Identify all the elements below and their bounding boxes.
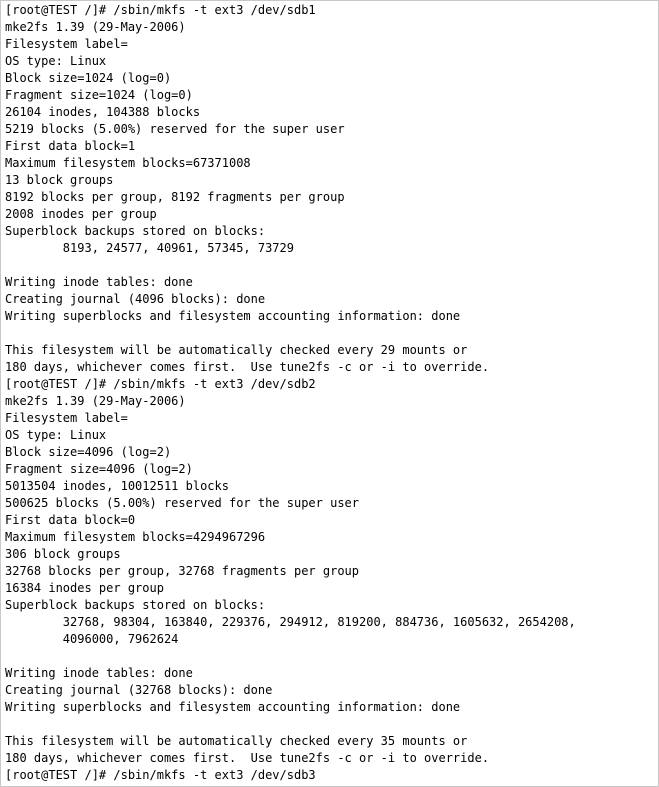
terminal-line: OS type: Linux <box>5 54 107 68</box>
terminal-line: Filesystem label= <box>5 411 128 425</box>
terminal-prompt-line[interactable] <box>5 767 576 784</box>
terminal-line: 4096000, 7962624 <box>5 632 179 646</box>
terminal-line: OS type: Linux <box>5 428 107 442</box>
terminal-line: 16384 inodes per group <box>5 581 164 595</box>
terminal-line <box>5 716 576 733</box>
terminal-line: [root@TEST /]# /sbin/mkfs -t ext3 /dev/sdb2 <box>5 377 316 391</box>
terminal-line: 8193, 24577, 40961, 57345, 73729 <box>5 241 294 255</box>
terminal-line: Fragment size=4096 (log=2) <box>5 462 193 476</box>
terminal-line: First data block=0 <box>5 513 136 527</box>
terminal-line: Maximum filesystem blocks=4294967296 <box>5 530 266 544</box>
terminal-line: 2008 inodes per group <box>5 207 157 221</box>
terminal-line: 32768 blocks per group, 32768 fragments per group <box>5 564 360 578</box>
terminal-line: This filesystem will be automatically checked every 29 mounts or <box>5 343 468 357</box>
terminal-line: Writing inode tables: done <box>5 666 193 680</box>
terminal-line: Block size=1024 (log=0) <box>5 71 172 85</box>
terminal-line <box>5 257 576 274</box>
terminal-line: This filesystem will be automatically checked every 35 mounts or <box>5 734 468 748</box>
terminal-line: Superblock backups stored on blocks: <box>5 224 266 238</box>
terminal-line: 500625 blocks (5.00%) reserved for the super user <box>5 496 360 510</box>
terminal-line: 32768, 98304, 163840, 229376, 294912, 819200, 884736, 1605632, 2654208, <box>5 615 576 629</box>
terminal-line: 26104 inodes, 104388 blocks <box>5 105 201 119</box>
terminal-line: Writing superblocks and filesystem accounting information: done <box>5 700 461 714</box>
terminal-line: Fragment size=1024 (log=0) <box>5 88 193 102</box>
terminal-line: 306 block groups <box>5 547 121 561</box>
terminal-line: Maximum filesystem blocks=67371008 <box>5 156 251 170</box>
terminal-line <box>5 325 576 342</box>
text-cursor <box>316 767 323 781</box>
terminal-line: [root@TEST /]# /sbin/mkfs -t ext3 /dev/sdb1 <box>5 3 316 17</box>
terminal-line: 180 days, whichever comes first. Use tune2fs -c or -i to override. <box>5 751 490 765</box>
terminal-line: Writing inode tables: done <box>5 275 193 289</box>
terminal-line: Writing superblocks and filesystem accounting information: done <box>5 309 461 323</box>
terminal-line: Filesystem label= <box>5 37 128 51</box>
terminal-line: 8192 blocks per group, 8192 fragments per group <box>5 190 345 204</box>
terminal-prompt-text: [root@TEST /]# /sbin/mkfs -t ext3 /dev/sdb3 <box>5 768 316 782</box>
terminal-line: Creating journal (4096 blocks): done <box>5 292 266 306</box>
terminal-line <box>5 648 576 665</box>
terminal-line: Superblock backups stored on blocks: <box>5 598 266 612</box>
terminal-output <box>5 2 576 784</box>
terminal-line: 13 block groups <box>5 173 114 187</box>
terminal-line: 5219 blocks (5.00%) reserved for the super user <box>5 122 345 136</box>
terminal-line: Creating journal (32768 blocks): done <box>5 683 273 697</box>
terminal-line: 5013504 inodes, 10012511 blocks <box>5 479 229 493</box>
terminal-line: Block size=4096 (log=2) <box>5 445 172 459</box>
terminal-line: mke2fs 1.39 (29-May-2006) <box>5 20 186 34</box>
terminal-line: First data block=1 <box>5 139 136 153</box>
terminal-line: 180 days, whichever comes first. Use tune2fs -c or -i to override. <box>5 360 490 374</box>
terminal-line: mke2fs 1.39 (29-May-2006) <box>5 394 186 408</box>
